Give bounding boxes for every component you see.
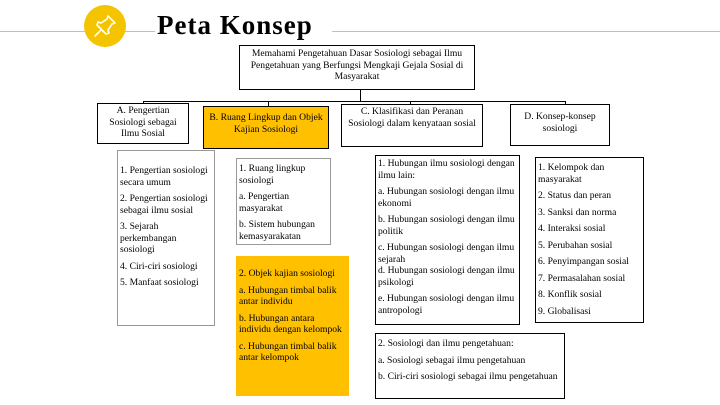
branch-a-header: A. Pengertian Sosiologi sebagai Ilmu Sosial (97, 103, 189, 144)
list-item: 4. Ciri-ciri sosiologi (120, 260, 198, 272)
branch-c-box-1 (375, 155, 520, 325)
list-item: b. Hubungan antara individu dengan kelompok (239, 312, 342, 335)
list-item: a. Sosiologi sebagai ilmu pengetahuan (378, 354, 526, 366)
branch-c-box-2 (375, 333, 565, 399)
branch-b-header: B. Ruang Lingkup dan Objek Kajian Sosiologi (203, 106, 329, 149)
list-item: 3. Sejarah perkembangan sosiologi (120, 221, 177, 255)
page-title: Peta Konsep (157, 10, 313, 40)
title-rule-right (332, 31, 720, 32)
list-item: b. Sistem hubungan kemasyarakatan (239, 219, 315, 242)
list-item: b. Ciri-ciri sosiologi sebagai ilmu pengetahuan (378, 371, 558, 382)
branch-d-header: D. Konsep-konsep sosiologi (510, 104, 610, 146)
list-item: e. Hubungan sosiologi dengan ilmu antropologi (378, 293, 515, 316)
badge (84, 5, 126, 47)
list-item: 2. Pengertian sosiologi sebagai ilmu sosial (120, 193, 208, 216)
list-item: 1. Hubungan ilmu sosiologi dengan ilmu lain: (378, 158, 515, 181)
list-item: 8. Konflik sosial (538, 289, 602, 300)
list-item: 1. Pengertian sosiologi secara umum (120, 165, 208, 188)
root-text: Memahami Pengetahuan Dasar Sosiologi sebagai Ilmu Pengetahuan yang Berfungsi Mengkaji Gejala Sosial di Masyarakat (250, 48, 464, 82)
branch-b-box-2 (236, 256, 349, 396)
list-item: a. Pengertian masyarakat (239, 191, 290, 214)
root-node (239, 45, 475, 90)
branch-a-list (117, 150, 215, 326)
branch-b-box-1 (236, 158, 331, 245)
branch-d-list (535, 157, 644, 323)
title-rule-left (0, 31, 155, 32)
list-item: 4. Interaksi sosial (538, 223, 606, 234)
list-item: 1. Kelompok dan masyarakat (538, 162, 605, 185)
list-item: a. Hubungan sosiologi dengan ilmu ekonomi (378, 186, 515, 209)
list-item: a. Hubungan timbal balik antar individu (239, 284, 337, 307)
list-item: 5. Perubahan sosial (538, 239, 613, 251)
connector-horizontal (143, 101, 565, 102)
list-item: 7. Permasalahan sosial (538, 272, 626, 284)
branch-c-header: C. Klasifikasi dan Peranan Sosiologi dalam kenyataan sosial (341, 104, 483, 147)
list-item: 3. Sanksi dan norma (538, 206, 617, 218)
list-item: d. Hubungan sosiologi dengan ilmu psikologi (378, 265, 515, 288)
pushpin-icon (84, 5, 126, 47)
list-item: c. Hubungan timbal balik antar kelompok (239, 340, 337, 363)
list-item: 9. Globalisasi (538, 305, 591, 317)
list-item: 2. Status dan peran (538, 190, 612, 201)
list-item: 1. Ruang lingkup sosiologi (239, 163, 306, 186)
list-item: c. Hubungan sosiologi dengan ilmu sejarah (378, 242, 515, 265)
list-item: 6. Penyimpangan sosial (538, 256, 629, 267)
list-item: 5. Manfaat sosiologi (120, 277, 199, 288)
list-item: 2. Objek kajian sosiologi (239, 268, 335, 279)
list-item: 2. Sosiologi dan ilmu pengetahuan: (378, 338, 514, 349)
list-item: b. Hubungan sosiologi dengan ilmu politik (378, 214, 515, 237)
